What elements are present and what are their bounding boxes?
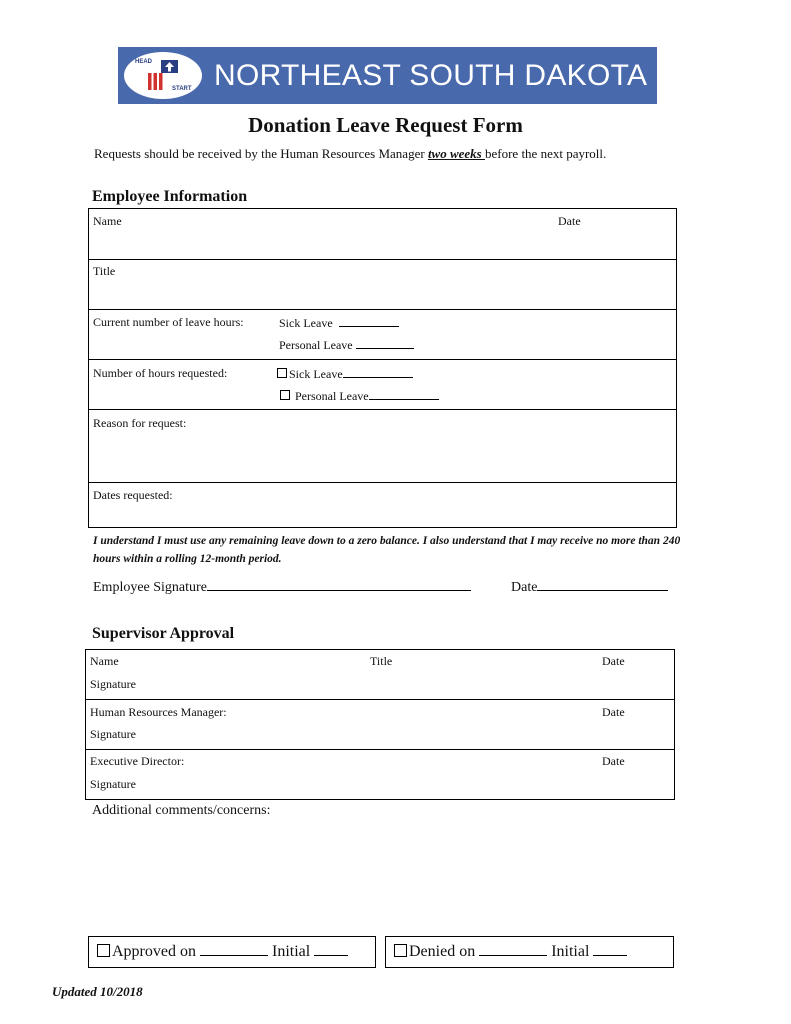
intro-before: Requests should be received by the Human Resources Manager [94,146,428,161]
personal-leave-label: Personal Leave [279,338,353,352]
personal-leave-hours-blank[interactable] [369,388,439,400]
approved-option[interactable] [97,942,348,961]
signature-date-blank[interactable] [537,577,668,591]
ed-date-field[interactable]: Date [602,754,625,768]
page-title: Donation Leave Request Form [248,113,523,137]
logo-start-text: START [172,86,192,92]
divider [88,409,677,410]
intro-emphasis: two weeks [427,146,485,161]
sick-leave-label: Sick Leave [279,316,333,330]
denied-date-blank[interactable] [479,942,547,956]
supervisor-title-field[interactable]: Title [370,654,393,668]
employee-name-field[interactable]: Name [93,214,122,228]
approved-initial-label: Initial [271,943,311,960]
current-personal-leave-field[interactable] [279,337,414,353]
sick-leave-hours-blank[interactable] [343,366,413,378]
divider [85,699,675,700]
divider [88,259,677,260]
employee-signature-field[interactable] [93,577,471,596]
employee-title-field[interactable]: Title [93,264,116,278]
supervisor-date-field[interactable]: Date [602,654,625,668]
sick-leave-checkbox[interactable] [277,368,287,378]
employee-section-heading: Employee Information [92,188,248,205]
intro-after: before the next payroll. [485,146,607,161]
personal-leave-checkbox[interactable] [280,390,290,400]
approved-initial-blank[interactable] [314,942,348,956]
denied-initial-blank[interactable] [593,942,627,956]
personal-leave-label: Personal Leave [295,389,369,403]
supervisor-section-heading: Supervisor Approval [92,625,235,642]
divider [85,749,675,750]
denied-checkbox[interactable] [394,944,407,957]
employee-signature-blank[interactable] [207,577,471,591]
hr-signature-field[interactable]: Signature [90,727,136,741]
head-start-flag-icon [146,58,180,92]
approved-date-blank[interactable] [200,942,268,956]
request-personal-leave-option[interactable] [280,388,439,404]
intro-text [94,146,606,162]
updated-date: Updated 10/2018 [52,984,143,999]
ed-signature-field[interactable]: Signature [90,777,136,791]
organization-name: NORTHEAST SOUTH DAKOTA [214,59,648,92]
supervisor-signature-field[interactable]: Signature [90,677,136,691]
executive-director-field[interactable]: Executive Director: [90,754,185,768]
divider [88,309,677,310]
sick-leave-label: Sick Leave [289,367,343,381]
divider [88,359,677,360]
sick-leave-blank[interactable] [339,315,399,327]
employee-date-field[interactable]: Date [558,214,581,228]
approved-label: Approved on [112,943,196,960]
logo-head-text: HEAD [135,59,153,65]
denied-label: Denied on [409,943,476,960]
employee-signature-date-field[interactable] [511,577,668,596]
denied-initial-label: Initial [551,943,590,960]
current-sick-leave-field[interactable] [279,315,399,331]
approved-checkbox[interactable] [97,944,110,957]
comments-field[interactable]: Additional comments/concerns: [92,803,271,818]
hr-date-field[interactable]: Date [602,705,625,719]
requested-hours-label: Number of hours requested: [93,366,228,380]
dates-requested-field[interactable]: Dates requested: [93,488,173,502]
denied-option[interactable] [394,942,627,961]
current-hours-label: Current number of leave hours: [93,315,244,329]
personal-leave-blank[interactable] [356,337,414,349]
acknowledgement-text: I understand I must use any remaining leave down to a zero balance. I also understand that I may receive no more than 240 hours within a rolling 12-month period. [93,535,681,565]
divider [88,482,677,483]
supervisor-approval-box [85,649,675,800]
request-sick-leave-option[interactable] [277,366,413,382]
reason-field[interactable]: Reason for request: [93,416,187,430]
supervisor-name-field[interactable]: Name [90,654,119,668]
employee-signature-label: Employee Signature [93,580,207,595]
hr-manager-field[interactable]: Human Resources Manager: [90,705,227,719]
employee-signature-date-label: Date [511,580,538,595]
